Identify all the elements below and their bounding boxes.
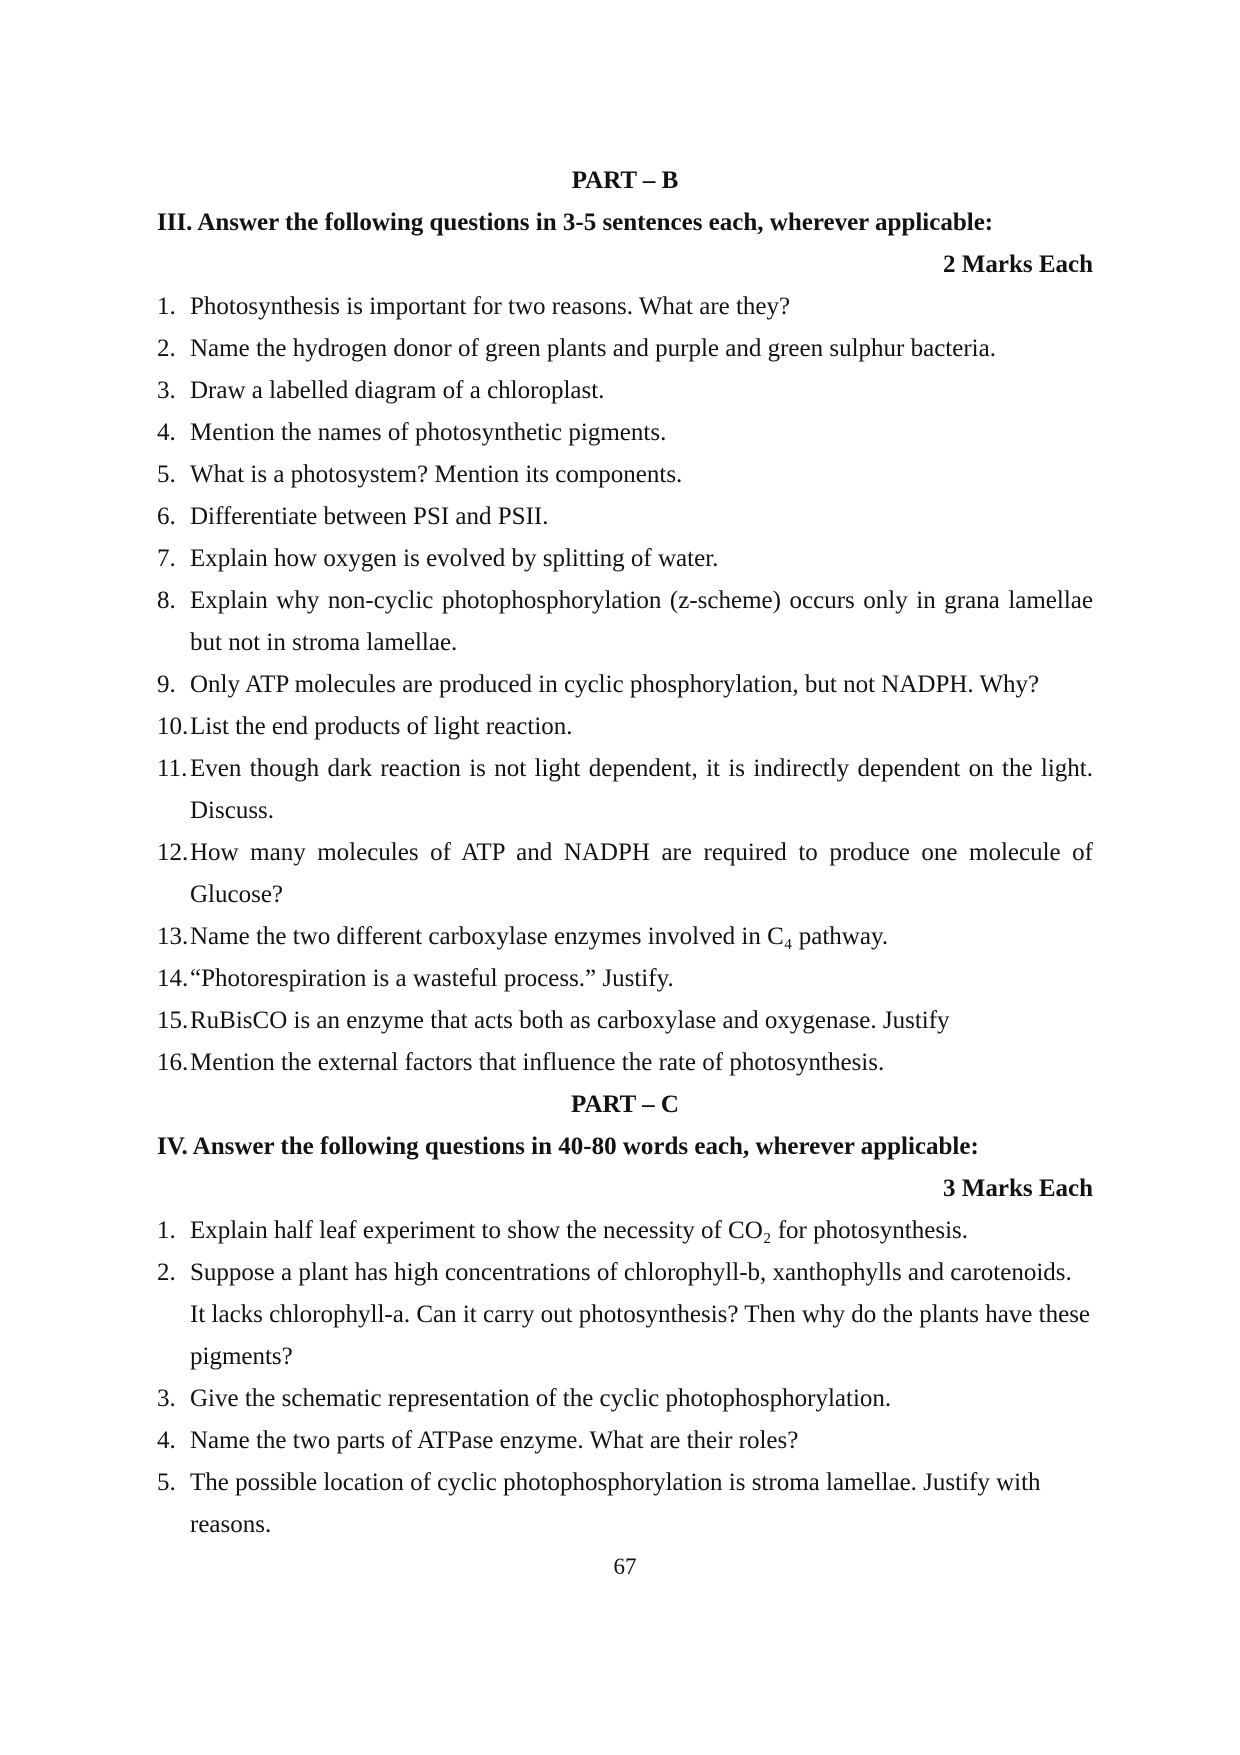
question-text: Draw a labelled diagram of a chloroplast.: [190, 377, 605, 404]
question-number: 2.: [157, 1259, 176, 1286]
part-b-question-12: [157, 832, 1093, 916]
question-number: 7.: [157, 545, 176, 572]
part-c-question-5: [157, 1462, 1093, 1546]
question-number: 11.: [157, 755, 188, 782]
question-text: RuBisCO is an enzyme that acts both as carboxylase and oxygenase. Justify: [190, 1007, 950, 1034]
part-c-question-1: [157, 1210, 1093, 1252]
question-number: 8.: [157, 587, 176, 614]
question-text: Mention the names of photosynthetic pigments.: [190, 419, 667, 446]
question-number: 13.: [157, 923, 189, 950]
part-b-question-list: [157, 286, 1093, 1084]
question-number: 5.: [157, 1469, 176, 1496]
part-b-question-6: [157, 496, 1093, 538]
question-text: How many molecules of ATP and NADPH are required to produce one molecule of Glucose?: [190, 839, 1093, 908]
question-text: Give the schematic representation of the cyclic photophosphorylation.: [190, 1385, 892, 1412]
question-number: 3.: [157, 1385, 176, 1412]
part-b-question-9: [157, 664, 1093, 706]
question-text: Explain why non-cyclic photophosphorylation (z-scheme) occurs only in grana lamellae but not in stroma lamellae.: [190, 587, 1093, 656]
question-text: Name the two different carboxylase enzymes involved in C₄ pathway.: [190, 923, 889, 950]
question-text: Explain half leaf experiment to show the necessity of CO₂ for photosynthesis.: [190, 1217, 968, 1244]
part-c-question-4: [157, 1420, 1093, 1462]
question-number: 6.: [157, 503, 176, 530]
question-number: 10.: [157, 713, 189, 740]
part-b-question-15: [157, 1000, 1093, 1042]
question-number: 4.: [157, 1427, 176, 1454]
question-text: Differentiate between PSI and PSII.: [190, 503, 549, 530]
question-text: Explain how oxygen is evolved by splitting of water.: [190, 545, 719, 572]
question-number: 9.: [157, 671, 176, 698]
part-b-question-8: [157, 580, 1093, 664]
question-text: Photosynthesis is important for two reasons. What are they?: [190, 293, 791, 320]
part-b-question-2: [157, 328, 1093, 370]
page-content: [157, 160, 1093, 1588]
question-text: Name the two parts of ATPase enzyme. What are their roles?: [190, 1427, 799, 1454]
part-c-instruction: IV. Answer the following questions in 40-80 words each, wherever applicable:: [157, 1133, 979, 1160]
part-c-marks-label: 3 Marks Each: [943, 1175, 1093, 1202]
question-number: 4.: [157, 419, 176, 446]
part-b-marks-label: 2 Marks Each: [943, 251, 1093, 278]
part-b-title: PART – B: [571, 167, 679, 194]
question-number: 1.: [157, 293, 176, 320]
part-c-question-3: [157, 1378, 1093, 1420]
question-text: Name the hydrogen donor of green plants and purple and green sulphur bacteria.: [190, 335, 996, 362]
part-b-question-1: [157, 286, 1093, 328]
question-text: Suppose a plant has high concentrations of chlorophyll-b, xanthophylls and carotenoids. It lacks chlorophyll-a. Can it carry out photosynthesis? Then why do the plants have these pigments?: [190, 1259, 1091, 1370]
question-text: Even though dark reaction is not light dependent, it is indirectly dependent on the light. Discuss.: [190, 755, 1093, 824]
part-b-question-13: [157, 916, 1093, 958]
part-b-instruction: III. Answer the following questions in 3-5 sentences each, wherever applicable:: [157, 209, 994, 236]
part-c-title: PART – C: [571, 1091, 679, 1118]
part-b-question-3: [157, 370, 1093, 412]
part-b-question-11: [157, 748, 1093, 832]
part-c-question-2: [157, 1252, 1093, 1378]
part-b-question-14: [157, 958, 1093, 1000]
part-b-question-5: [157, 454, 1093, 496]
question-text: “Photorespiration is a wasteful process.” Justify.: [190, 965, 674, 992]
question-number: 3.: [157, 377, 176, 404]
question-number: 1.: [157, 1217, 176, 1244]
part-b-question-10: [157, 706, 1093, 748]
question-text: The possible location of cyclic photophosphorylation is stroma lamellae. Justify with reasons.: [190, 1469, 1041, 1538]
question-text: What is a photosystem? Mention its components.: [190, 461, 683, 488]
question-number: 12.: [157, 839, 189, 866]
part-b-question-4: [157, 412, 1093, 454]
question-number: 2.: [157, 335, 176, 362]
part-b-question-7: [157, 538, 1093, 580]
part-c-question-list: [157, 1210, 1093, 1546]
question-text: List the end products of light reaction.: [190, 713, 573, 740]
question-number: 16.: [157, 1049, 189, 1076]
part-b-question-16: [157, 1042, 1093, 1084]
question-number: 5.: [157, 461, 176, 488]
question-text: Only ATP molecules are produced in cyclic phosphorylation, but not NADPH. Why?: [190, 671, 1040, 698]
page-number: 67: [613, 1554, 637, 1579]
question-number: 14.: [157, 965, 189, 992]
question-text: Mention the external factors that influence the rate of photosynthesis.: [190, 1049, 885, 1076]
question-number: 15.: [157, 1007, 189, 1034]
